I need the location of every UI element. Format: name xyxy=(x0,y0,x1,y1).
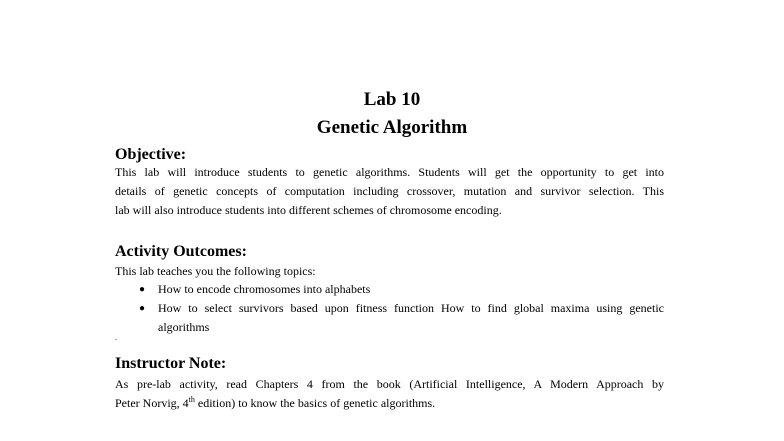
activity-outcomes-heading: Activity Outcomes: xyxy=(115,243,247,260)
objective-line: lab will also introduce students into different schemes of chromosome encoding. xyxy=(115,203,502,217)
lab-number-title: Lab 10 xyxy=(363,89,421,110)
list-item-text: How to encode chromosomes into alphabets xyxy=(158,282,371,296)
bullet-icon: ● xyxy=(139,303,146,314)
instructor-note-line xyxy=(115,394,664,413)
instructor-note-line: As pre-lab activity, read Chapters 4 from the book (Artificial Intelligence, A Modern Approach by xyxy=(115,377,664,391)
list-item xyxy=(115,280,664,299)
list-item xyxy=(115,299,664,337)
outcomes-list xyxy=(115,280,664,337)
instructor-note-heading: Instructor Note: xyxy=(115,355,227,372)
note-text: edition) to know the basics of genetic algorithms. xyxy=(194,396,436,410)
objective-paragraph xyxy=(115,163,664,220)
instructor-note-paragraph xyxy=(115,375,664,413)
objective-heading: Objective: xyxy=(115,146,187,163)
note-text: Peter Norvig, 4 xyxy=(115,396,189,410)
lab-topic-title: Genetic Algorithm xyxy=(316,117,468,138)
list-item-text: algorithms xyxy=(158,320,210,334)
edition-superscript: th xyxy=(188,395,195,404)
list-item-text: How to select survivors based upon fitness function How to find global maxima using genetic xyxy=(158,301,664,315)
objective-line: details of genetic concepts of computation including crossover, mutation and survivor selection. This xyxy=(115,184,664,198)
objective-line: This lab will introduce students to genetic algorithms. Students will get the opportunity to get into xyxy=(115,165,664,179)
outcomes-intro: This lab teaches you the following topics: xyxy=(115,264,316,278)
trailing-period: . xyxy=(115,333,117,342)
bullet-icon: ● xyxy=(139,284,146,295)
